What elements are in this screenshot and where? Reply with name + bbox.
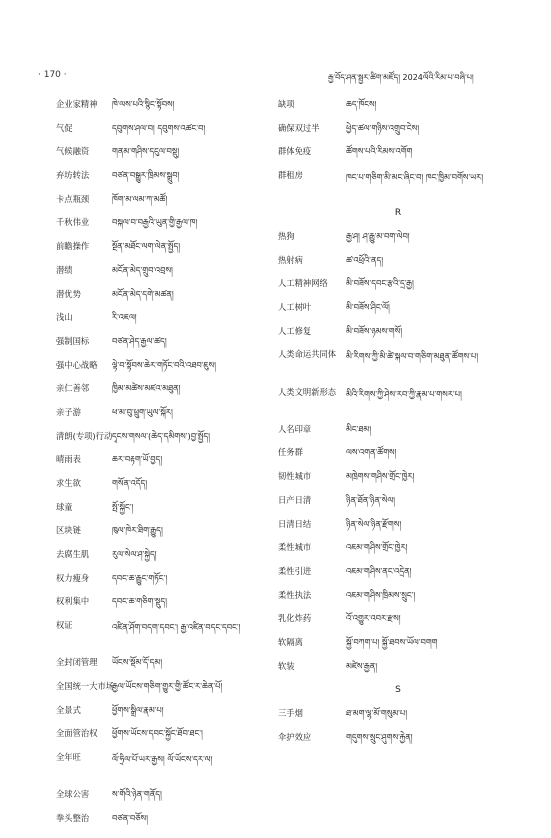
tibetan-term: ཁུལ་ཁེར་ཐིག་རྒྱུད། <box>112 525 163 536</box>
chinese-term: 人名印章 <box>278 423 312 434</box>
tibetan-term: མི་བཟོས་ཉམས་གསོ། <box>346 325 403 336</box>
tibetan-term: འཛིན་ཤོག་བདག་དབང་། རྒྱ་འཛིན་བདང་དབང་། <box>112 622 241 633</box>
chinese-term: 全面管治权 <box>56 728 98 739</box>
tibetan-term: ལས་འགན་ཚོགས། <box>346 447 397 458</box>
chinese-term: 潜绩 <box>56 264 73 275</box>
glossary-entry <box>56 432 281 456</box>
glossary-entry <box>278 388 518 425</box>
chinese-term: 卡点瓶颈 <box>56 193 90 204</box>
glossary-entry <box>56 171 281 195</box>
tibetan-term: བཙན་བསྒྱུར་ཁྲིམས་སྒྲུབ། <box>112 170 180 181</box>
chinese-term: 全年旺 <box>56 752 81 763</box>
chinese-term: 任务群 <box>278 447 303 458</box>
glossary-entry <box>278 232 518 256</box>
glossary-entry <box>278 425 518 449</box>
glossary-entry <box>56 242 281 266</box>
glossary-entry <box>56 574 281 598</box>
glossary-entry <box>278 256 518 280</box>
chinese-term: 确保双过半 <box>278 122 320 133</box>
glossary-entry <box>56 408 281 432</box>
chinese-term: 球童 <box>56 501 73 512</box>
tibetan-term: དབང་ཆ་རྒྱུང་གཏོང་། <box>112 572 168 583</box>
tibetan-term: ཆད་ཁོངས། <box>346 99 377 109</box>
glossary-entry <box>56 814 281 838</box>
tibetan-term: སྤོ་སྐྱོང་། <box>112 501 134 512</box>
chinese-term: 强中心战略 <box>56 359 98 370</box>
tibetan-term: ས་གོའི་ཉེན་གནོད། <box>112 789 162 800</box>
chinese-term: 韧性城市 <box>278 471 312 482</box>
chinese-term: 权力瘦身 <box>56 572 90 583</box>
glossary-entry <box>56 706 281 730</box>
chinese-term: 日清日结 <box>278 518 312 529</box>
glossary-entry <box>56 455 281 479</box>
tibetan-term: འོ་འགྱུར་འབར་རྫས། <box>346 613 401 624</box>
glossary-entry <box>278 124 518 148</box>
tibetan-term: མཁྲེགས་གཤིས་གྲོང་ཁྱེར། <box>346 471 415 482</box>
glossary-entry <box>56 658 281 682</box>
tibetan-term: ཉིན་ཐོན་ཉིན་སེལ། <box>346 494 396 505</box>
tibetan-term: ཕ་མ་བུ་ཕྲུག་ཡུལ་སྐོར། <box>112 406 173 417</box>
chinese-term: 区块链 <box>56 525 81 536</box>
chinese-term: 晴雨表 <box>56 454 81 465</box>
chinese-term: 群体免疫 <box>278 146 312 157</box>
page-number: · 170 · <box>38 70 67 80</box>
glossary-entry <box>278 543 518 567</box>
chinese-term: 柔性城市 <box>278 542 312 553</box>
glossary-entry <box>56 790 281 814</box>
glossary-entry <box>56 503 281 527</box>
chinese-term: 全封闭管理 <box>56 657 98 668</box>
tibetan-term: དབང་ཆ་གཅིག་སྡུད། <box>112 596 168 607</box>
glossary-entry <box>278 303 518 327</box>
tibetan-term: ཚོགས་པའི་རིམས་འགོག <box>346 146 413 157</box>
chinese-term: 热射病 <box>278 254 303 265</box>
tibetan-term: ཐ་མག་ལྷ་མོ་གསུམ་པ། <box>346 708 408 718</box>
tibetan-term: ཕྱོགས་ཡོངས་དབང་སྐྱོང་ཐོབ་ཐང་། <box>112 728 203 739</box>
section-letter: R <box>394 208 402 219</box>
tibetan-term: ཁང་པ་གཅིག་མི་མང་ཞིང་བ། ཁང་ཁྱིམ་བགོས་ཡར། <box>346 172 484 183</box>
glossary-entry <box>278 448 518 472</box>
chinese-term: 人工修复 <box>278 325 312 336</box>
tibetan-term: མིང་ཐམ། <box>346 423 372 434</box>
glossary-entry <box>278 147 518 171</box>
chinese-term: 前瞻操作 <box>56 241 90 252</box>
chinese-term: 人类命运共同体 <box>278 349 337 360</box>
glossary-entry <box>278 733 518 757</box>
chinese-term: 软装 <box>278 660 295 671</box>
chinese-term: 缺项 <box>278 99 295 109</box>
chinese-term: 权利集中 <box>56 596 90 607</box>
tibetan-term: གདུགས་སྲུང་ཤུགས་རྐྱེན། <box>346 731 413 742</box>
tibetan-term: སྐྱོ་བཀག་པ། སྐྱོ་ཐབས་ཡོལ་བགག <box>346 636 438 647</box>
tibetan-term: མངོན་མེད་གྲུབ་འབྲས། <box>112 264 173 275</box>
section-letter: S <box>395 685 401 696</box>
chinese-term: 人类文明新形态 <box>278 386 337 397</box>
tibetan-term: བསྐལ་བ་བརྒྱའི་ཡུན་གྱི་རྒྱལ་ཁ། <box>112 217 198 228</box>
chinese-term: 浅山 <box>56 312 73 323</box>
glossary-entry <box>56 384 281 408</box>
tibetan-term: འཇམ་གཤིས་ཁྲིམས་སྲུང་། <box>346 589 416 600</box>
chinese-term: 伞护效应 <box>278 731 312 742</box>
glossary-entry <box>56 313 281 337</box>
chinese-term: 热狗 <box>278 230 295 241</box>
tibetan-term: མི་རིགས་ཀྱི་མི་ཚེ་སྐལ་བ་གཅིག་མཐུན་ཚོགས་པ། <box>346 351 479 362</box>
tibetan-term: རྒྱ་ཤ། ཤ་རྒྱུ་མ་བག་ལེབ། <box>346 230 410 241</box>
glossary-entry <box>56 621 281 658</box>
chinese-term: 日产日清 <box>278 494 312 505</box>
glossary-entry <box>278 614 518 638</box>
chinese-term: 权证 <box>56 620 73 631</box>
chinese-term: 柔性引进 <box>278 565 312 576</box>
glossary-entry <box>56 550 281 574</box>
tibetan-term: ཁེ་ལས་པའི་སྙིང་སྟོབས། <box>112 99 175 109</box>
glossary-entry <box>278 662 518 686</box>
glossary-entry <box>278 591 518 615</box>
glossary-entry <box>278 520 518 544</box>
glossary-entry <box>278 709 518 733</box>
chinese-term: 柔性执法 <box>278 589 312 600</box>
tibetan-term: ཕྱོགས་སྒྲིལ་རྣམ་པ། <box>112 704 164 715</box>
tibetan-term: འཇམ་གཤིས་གྲོང་ཁྱེར། <box>346 542 408 553</box>
glossary-entry <box>278 327 518 351</box>
chinese-term: 亲子游 <box>56 406 81 417</box>
glossary-entry <box>56 337 281 361</box>
glossary-entry <box>278 350 518 387</box>
chinese-term: 气促 <box>56 122 73 133</box>
right-column <box>278 100 518 756</box>
glossary-entry <box>56 597 281 621</box>
glossary-entry <box>56 100 281 124</box>
tibetan-term: རུལ་སེལ་ཤ་སྐྱེད། <box>112 549 157 560</box>
tibetan-term: དབུགས་ཤལ་བ། དབུགས་འཚང་བ། <box>112 122 206 133</box>
chinese-term: 乳化炸药 <box>278 613 312 624</box>
running-title: རྒྱ་བོད་ཤན་སྦྱར་ཚིག་མཛོད། 2024ལོའི་རིམ་པ་བཞི་པ། <box>328 73 474 82</box>
chinese-term: 人工树叶 <box>278 302 312 312</box>
glossary-entry <box>56 195 281 219</box>
glossary-entry <box>278 567 518 591</box>
tibetan-term: ཁྱིམ་མཚེས་མཛའ་མཐུན། <box>112 383 181 394</box>
tibetan-term: མིའི་རིགས་ཀྱི་ཤེས་རབ་ཀྱི་རྣམ་པ་གསར་པ། <box>346 388 462 399</box>
glossary-entry <box>56 526 281 550</box>
chinese-term: 千秋伟业 <box>56 217 90 228</box>
tibetan-term: གནམ་གཤིས་དངུལ་བསྡུ། <box>112 146 180 157</box>
glossary-entry <box>56 729 281 753</box>
glossary-entry <box>56 682 281 706</box>
glossary-entry <box>56 218 281 242</box>
glossary-entry <box>278 279 518 303</box>
tibetan-term: འཇམ་གཤིས་ནང་འདྲེན། <box>346 565 412 576</box>
tibetan-term: རི་འཇལ། <box>112 312 137 323</box>
glossary-entry <box>56 753 281 790</box>
tibetan-term: གསོན་འདོད། <box>112 478 148 488</box>
tibetan-term: སྔོན་མཐོང་ལག་ལེན་སྤྱོད། <box>112 241 181 252</box>
tibetan-term: ལྟེ་བ་སྟོབས་ཆེར་གཏོང་བའི་འཐབ་ཇུས། <box>112 359 216 370</box>
glossary-entry <box>278 100 518 124</box>
chinese-term: 清朗(专项)行动 <box>56 430 113 441</box>
tibetan-term: མི་བཟོས་དབང་རྩའི་དྲ་རྒྱ། <box>346 278 414 289</box>
chinese-term: 去腐生肌 <box>56 549 90 560</box>
chinese-term: 企业家精神 <box>56 99 98 109</box>
chinese-term: 亲仁善邻 <box>56 383 90 394</box>
glossary-entry <box>56 266 281 290</box>
chinese-term: 潜优势 <box>56 288 81 299</box>
tibetan-term: ཉིན་སེལ་ཉིན་རྫོགས། <box>346 518 402 529</box>
glossary-entry <box>278 472 518 496</box>
chinese-term: 全景式 <box>56 704 81 715</box>
glossary-entry <box>56 361 281 385</box>
tibetan-term: རྒྱལ་ཡོངས་གཅིག་གྱུར་གྱི་ཚོང་ར་ཆེན་པོ། <box>112 681 223 691</box>
chinese-term: 弃坊转法 <box>56 170 90 181</box>
chinese-term: 气候融资 <box>56 146 90 157</box>
glossary-entry <box>56 147 281 171</box>
tibetan-term: མཛེས་རྒྱན། <box>346 660 378 671</box>
glossary-entry <box>278 171 518 208</box>
tibetan-term: ཕྱེད་ཚལ་གཉིས་འགྲུབ་ངེས། <box>346 122 420 133</box>
chinese-term: 群租房 <box>278 170 303 181</box>
tibetan-term: མི་བཟོས་ཤིང་ལོ། <box>346 302 390 312</box>
tibetan-term: ཁོག་མ་ལམ་ཀ་མཚོ། <box>112 193 168 204</box>
glossary-entry <box>278 638 518 662</box>
left-column <box>56 100 281 838</box>
chinese-term: 全国统一大市场 <box>56 681 115 691</box>
tibetan-term: དྭངས་གསལ་(ཆེད་དམིགས་)བྱ་སྤྱོད། <box>112 430 211 441</box>
chinese-term: 全球公害 <box>56 789 90 800</box>
chinese-term: 强制国标 <box>56 335 90 346</box>
glossary-entry <box>56 290 281 314</box>
chinese-term: 求生欲 <box>56 478 81 488</box>
tibetan-term: ཚ་འཕྲོའི་ནད། <box>346 254 384 265</box>
glossary-entry <box>56 124 281 148</box>
tibetan-term: བཙན་བཅོས། <box>112 812 148 823</box>
chinese-term: 软隔离 <box>278 636 303 647</box>
chinese-term: 人工精神网络 <box>278 278 328 289</box>
glossary-entry <box>278 496 518 520</box>
tibetan-term: ལོ་ཧྲིལ་པོ་ཡར་རྒྱས། ལོ་ཡོངས་དར་ལ། <box>112 754 213 765</box>
glossary-entry <box>56 479 281 503</box>
tibetan-term: བཙན་ཤེད་རྒྱལ་ཚད། <box>112 335 167 346</box>
tibetan-term: ཆར་བརྟག་ཡོ་བྱད། <box>112 454 163 465</box>
chinese-term: 三手烟 <box>278 708 303 718</box>
tibetan-term: མངོན་མེད་དགེ་མཚན། <box>112 288 174 299</box>
tibetan-term: ཡོངས་སྡོམ་དོ་དམ། <box>112 657 163 668</box>
chinese-term: 拳头整治 <box>56 812 90 823</box>
